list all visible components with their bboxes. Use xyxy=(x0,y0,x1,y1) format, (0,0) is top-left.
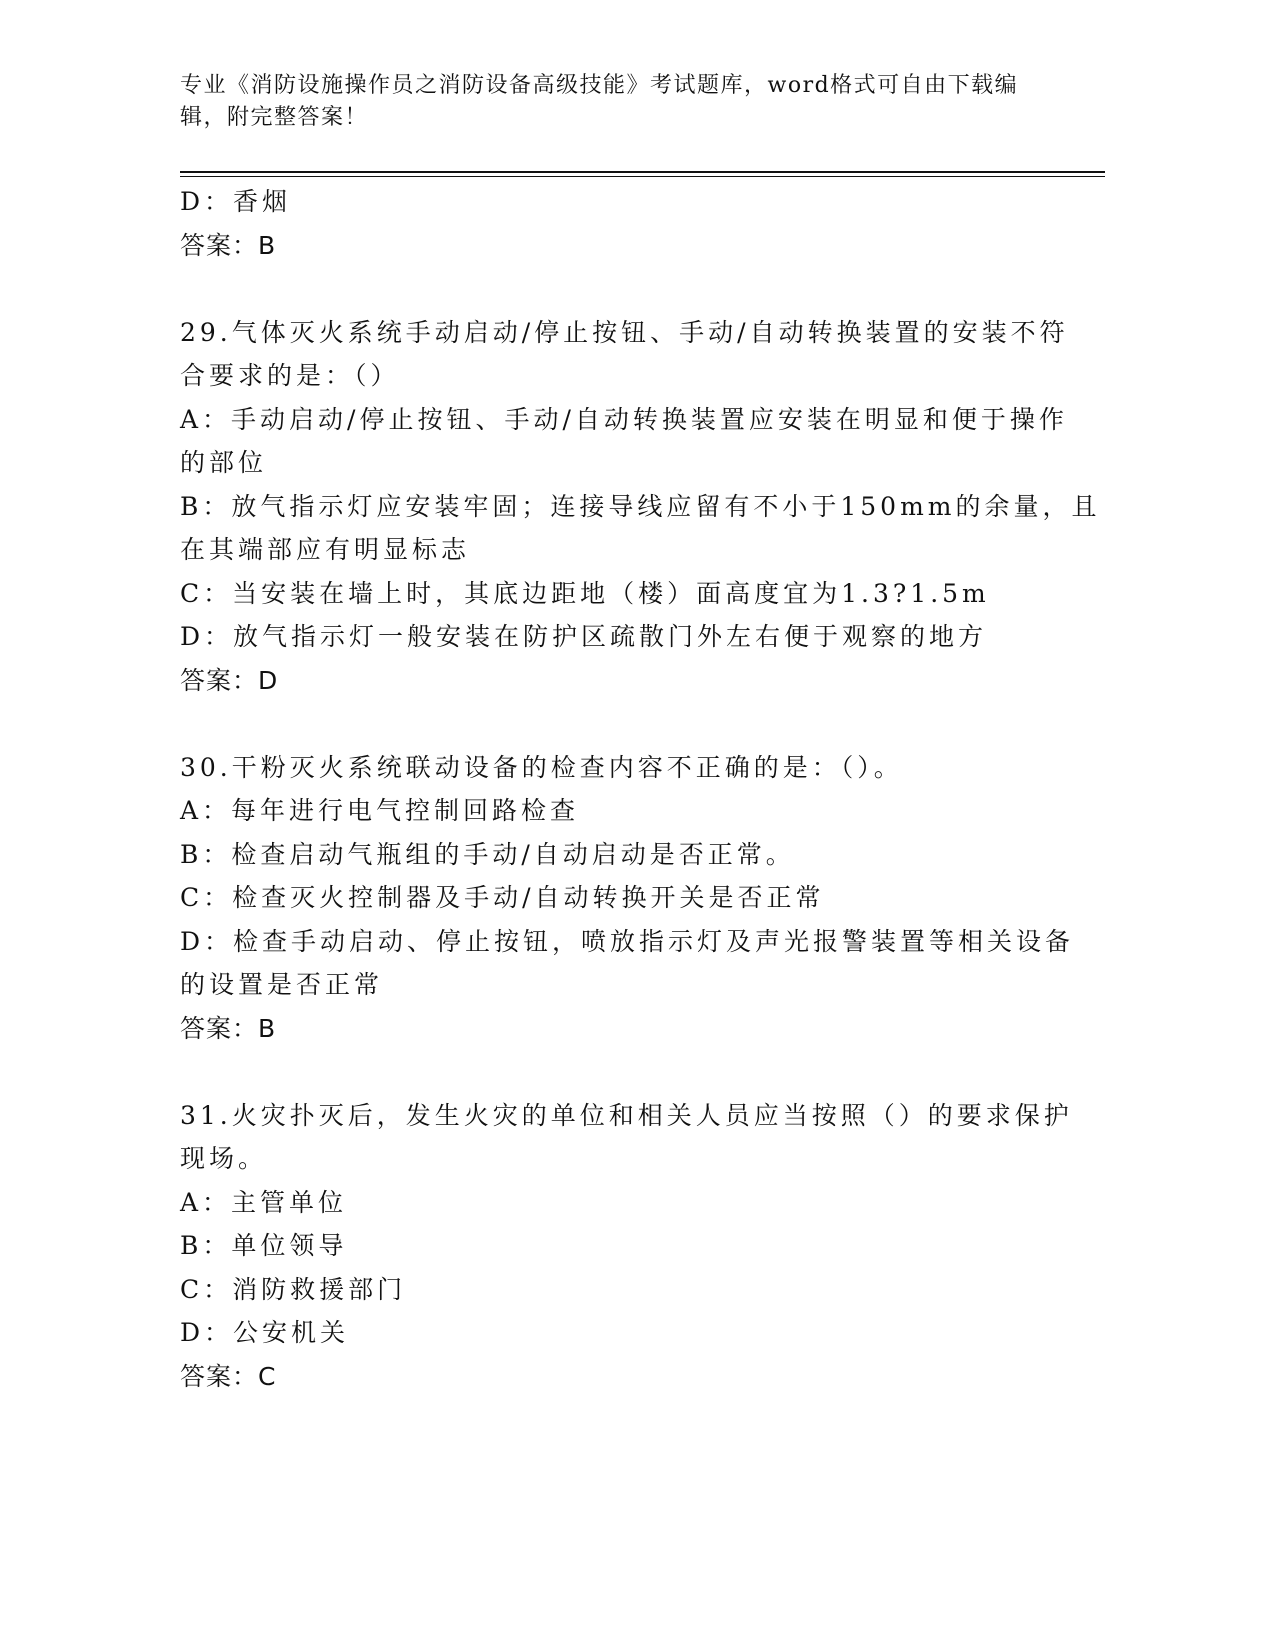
question-stem: 31.火灾扑灭后，发生火灾的单位和相关人员应当按照（）的要求保护 xyxy=(180,1100,1073,1130)
spacer xyxy=(180,267,1030,311)
header-line-2: 辑，附完整答案！ xyxy=(180,105,369,130)
spacer xyxy=(180,1050,1030,1094)
option-c: C：当安装在墙上时，其底边距地（楼）面高度宜为1.3?1.5m xyxy=(180,578,990,608)
option-a: A：每年进行电气控制回路检查 xyxy=(180,796,580,825)
question-list xyxy=(180,180,1101,1398)
question-stem-cont: 现场。 xyxy=(180,1144,268,1173)
header-divider-thin xyxy=(180,176,1105,177)
question-stem: 30.干粉灭火系统联动设备的检查内容不正确的是：（）。 xyxy=(180,752,903,782)
option-b: B：放气指示灯应安装牢固；连接导线应留有不小于150mm的余量，且 xyxy=(180,491,1101,521)
header-line-1: 专业《消防设施操作员之消防设备高级技能》考试题库，word格式可自由下载编 xyxy=(180,73,1019,98)
option-b-cont: 在其端部应有明显标志 xyxy=(180,535,471,564)
option-b: B：单位领导 xyxy=(180,1231,348,1260)
spacer xyxy=(180,702,1030,746)
option-d-cont: 的设置是否正常 xyxy=(180,970,384,999)
question-stem: 29.气体灭火系统手动启动/停止按钮、手动/自动转换装置的安装不符 xyxy=(180,317,1069,347)
option-a-cont: 的部位 xyxy=(180,448,268,477)
option-c: C：检查灭火控制器及手动/自动转换开关是否正常 xyxy=(180,883,825,912)
question-stem-cont: 合要求的是：（） xyxy=(180,361,400,390)
option-d: D：公安机关 xyxy=(180,1318,350,1347)
option-a: A：手动启动/停止按钮、手动/自动转换装置应安装在明显和便于操作 xyxy=(180,404,1068,434)
question-30 xyxy=(180,746,1075,1051)
option-c: C：消防救援部门 xyxy=(180,1274,407,1304)
option-d: D：检查手动启动、停止按钮，喷放指示灯及声光报警装置等相关设备 xyxy=(180,926,1075,956)
answer: 答案：B xyxy=(180,230,277,260)
question-28-tail xyxy=(180,180,1030,267)
header-divider-thick xyxy=(180,171,1105,173)
question-31 xyxy=(180,1094,1073,1399)
option-d: D：香烟 xyxy=(180,187,292,216)
option-a: A：主管单位 xyxy=(180,1187,348,1217)
document-header xyxy=(180,70,1060,134)
answer: 答案：B xyxy=(180,1013,277,1043)
option-d: D：放气指示灯一般安装在防护区疏散门外左右便于观察的地方 xyxy=(180,622,988,651)
answer: 答案：D xyxy=(180,665,279,695)
answer: 答案：C xyxy=(180,1361,277,1391)
option-b: B：检查启动气瓶组的手动/自动启动是否正常。 xyxy=(180,839,795,869)
question-29 xyxy=(180,311,1101,703)
